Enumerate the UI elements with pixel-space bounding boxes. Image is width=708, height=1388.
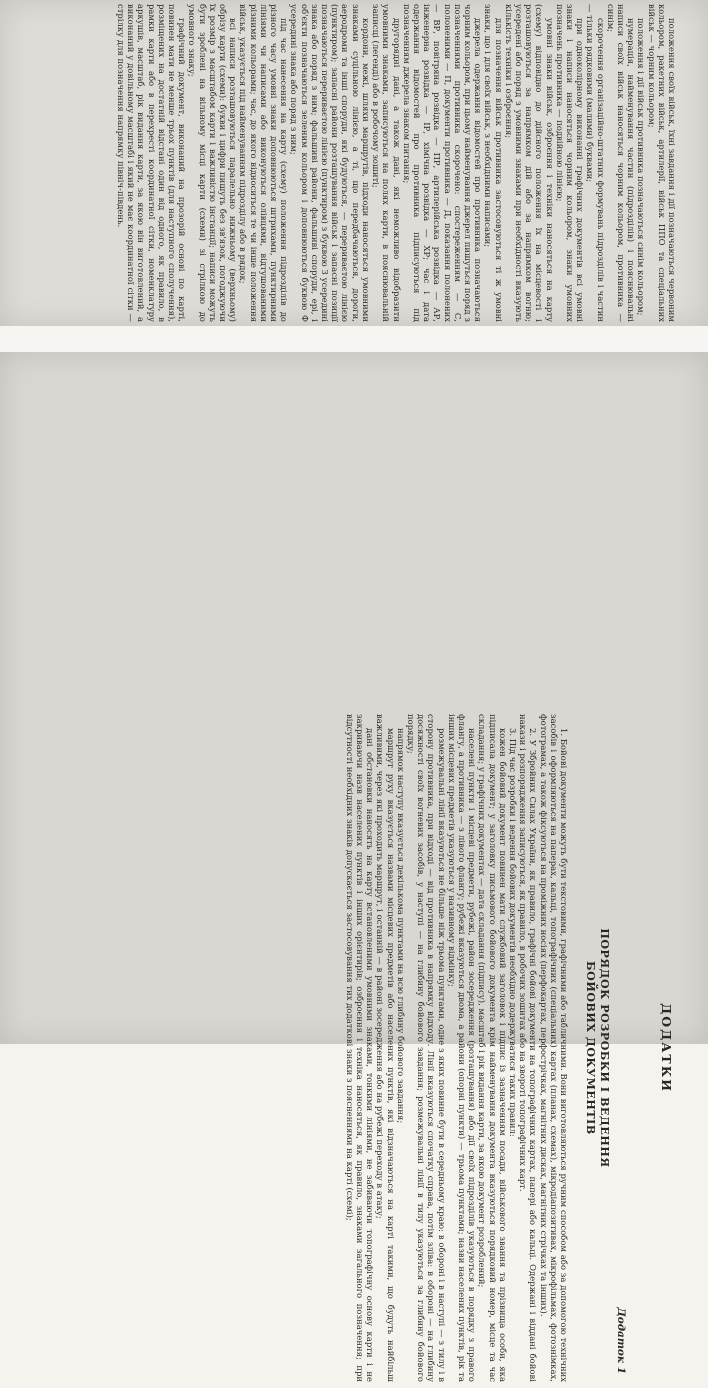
body-text <box>345 714 569 1382</box>
paragraph: джерела одержання відомостей про противника позначаються чорним кольором, при цьому найменування джерел пишуться поряд з позначеннями противника скорочено: спостереженням — С, полоненими — П, документи противника — Д, показання полонених — ВР, повітряна розвідка — ПР, артилерійська розвідка — АР, інженерна розвідка — ІР, хімічна розвідка — ХР; час і дата одержання відомостей про противника підписуються під позначенням джерела знаком питання; <box>401 4 484 322</box>
bottom-page-text <box>345 714 684 1382</box>
bottom-page-rotated-content <box>10 708 690 1388</box>
paragraph: маршрут руху вказується назвами місцевих предметів або населених пунктів, які відзначаються на карті такими, що будуть найбільш важливими, через які проходить маршрут, і останній — в районі зосередження або на рубежі переходу в атаку; <box>375 714 396 1382</box>
paragraph: при одноколірному виконанні графічних документів всі умовні знаки і написи наносяться чорним кольором, знаки умовних позначень противника — подвійною лінією; <box>554 4 586 322</box>
paragraph: графічний документ, виконаний на прозорій основі по карті, повинен мати не менше трьох пунктів (для наступного сполучення), розміщених на достатній відстані один від одного, як правило, в рамки карти або в перехресті координатної сітки, номенклатуру аркушів, масштаб, рік видання карти, за якою він виготовлений, а виконаний у довільному масштабі і який не має координатної сітки — стрілку для позначення напрямку північ-південь. <box>116 4 188 322</box>
paragraph: скорочення організаційно-штатних формувань підрозділів і частин — тільки рядковими (малими) буквами; <box>585 4 606 322</box>
paragraph: напрямок наступу вказується декількома пунктами на всю глибину бойового завдання; <box>395 728 406 1124</box>
top-page-text <box>116 4 677 322</box>
paragraph: під час нанесення на карту (схему) положення підрозділів до різного часу умовні знаки доповнюються штрихами, пунктирними лініями чи написами або виконуються олівцями, відтушованими різними кольорами; час, до якого відноситься те чи інше положення військ, указується під найменуванням підрозділу або в рядок; <box>238 4 290 322</box>
paragraph: умовні знаки військ, озброєння і техніки наносяться на карту (схему) відповідно до дійсного положення їх на місцевості і розташовуються за напрямком дій або за напрямком вогню; усередені або поряд з умовними знаками при необхідності вказують кількість техніки і озброєння; <box>503 4 555 322</box>
paragraph: кожен бойовий документ повинен мати службовий заголовок і підпис із зазначенням посади, військового звання та прізвища особи, яка підписала документ; у заголовку письмового бойового документа крім найменування документа вказуються порядковий номер, місце та час складання; у графічних документах — дата складання (підпису), масштаб і рік видання карти, за якою документ розроблений; <box>477 714 508 1382</box>
page-title <box>583 714 611 1382</box>
paragraph: населені пункти і місцеві предмети, рубежі, район зосередження (розташування) або дії своїх підрозділів указуються в порядку з правого флангу, а противника — з лівого флангу; рубежі вказуються двома, а райони (опорні пункти) — трьома пунктами; назви населених пунктів, рік та інших місцевих предметів указуються у називному відмінку; <box>446 714 478 1382</box>
bottom-page <box>0 352 708 1382</box>
paragraph: положення і дії військ противника позначаються синім кольором; <box>636 18 647 316</box>
paragraph: 3. Під час розробки і ведення бойових документів необхідно додержуватися таких правил: <box>507 728 518 1137</box>
paragraph: розмежувальні лінії вказуються не більше ніж трьома пунктами, одне з яких повинне бути в середньому краю: в обороні і в наступі — з тилу і в сторону противника, при відході — від противника в напрямку відходу. Лінії вказуються спочатку справа, потім зліва: в обороні — на глибину досяжності своїх вогневих засобів, у наступі — на глибину бойового завдання; розмежувальні лінії в тилу указуються за глибину бойового порядку; <box>405 714 447 1382</box>
paragraph: кордони, межі, шляхи маршрутів, підходи наносяться умовними знаками суцільною лінією, а ті, що передбачаються, дороги, аеродроми та інші споруди, які будуються, — перериваєтою лінією (пунктиром); запасні райони розташування військ і запасні позиції позначаються перериваєтою лінією (пунктиром) з буквою З усередині знака або поряд з ним; фальшиві райони, фальшиві споруди, ері, і об'єкти позначаються зеленим кольором і доповнюються буквою Ф усередині знака або поряд з ним; <box>289 4 371 322</box>
page-gap <box>0 326 708 352</box>
paragraph: нумерація, найменування частин (підрозділів) і пояснювальні написи своїх військ наносяться чорним кольором, противника — синім; <box>605 4 637 322</box>
paragraph: положення своїх військ, їхні завдання і дії позначаються червоним кольором, ракетних військ, артилерії, військ ППО та спеціальних військ — чорним кольором; <box>646 4 677 322</box>
paragraph: для позначення військ противника застосовуються ті ж умовні знаки, що і для своїх військ, з необхідними написами; <box>483 4 504 322</box>
title-line-2: БОЙОВИХ ДОКУМЕНТІВ <box>584 961 597 1135</box>
paragraph: всі написи розташовуються паралельно нижньому (верхньому) обрізу карти (схеми): букви і цифри пишуть без зв'язок, погоджуючи їх розмір з масштабом карти і важливістю інстанції; написи можуть бути зроблені на вільному місці карти (схеми) зі стрілкою до умовного знаку; <box>187 4 239 322</box>
top-page-rotated-content <box>3 0 683 326</box>
paragraph: 1. Бойові документи можуть бути текстовими, графічними або табличними. Вони виготовляються ручним способом або за допомогою технічних засобів і оформляються на паперах, кальці, топографічних (спеціальних) картах (планах, схемах), мікродіапозитивах, мікрофільмах, фотознімках, фотограмах, а також фіксуються на проміжних носіях (перфокартах, перфострічках, магнітних дисках, магнітних стрічках та інших). <box>538 714 569 1382</box>
paragraph: 2. У Збройних Силах України, як правило, графічні бойові документи на топографічних картах, папері або кальці. Одержані і віддані бойові накази і розпорядження записуються, як правило, в робочих зошитах або на звороті топографічних карт. <box>518 714 539 1382</box>
paragraph: дані обстановки наносять на карту встановленими умовними знаками, тонкими лініями, не забиваючи топографічну основу карти і не закриваючи назв населених пунктів і інших орієнтирів; озброєння і техніка наносяться, як правило, знаками загального позначення; при відсутності необхідних знаків допускається застосовування тих додаткові знаки з поясненнями на карті (схемі); <box>344 714 376 1382</box>
paragraph: другорядні дані, а також дані, які неможливо відобразити умовними знаками, записуються на полях карти, в пояснювальній записці (легенді) або в робочому зошиті; <box>371 4 402 322</box>
appendix-label: Додаток 1 <box>615 1307 627 1374</box>
section-heading: ДОДАТКИ <box>659 1003 674 1093</box>
title-line-1: ПОРЯДОК РОЗРОБКИ І ВЕДЕННЯ <box>598 928 611 1168</box>
top-page <box>0 0 708 326</box>
